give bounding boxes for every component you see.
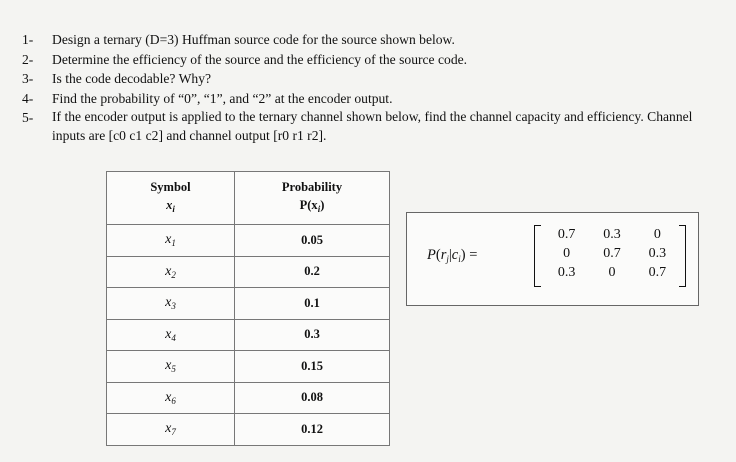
matrix-cell: 0.7 <box>603 246 621 261</box>
symbol-var: x <box>165 326 172 342</box>
symbol-cell <box>107 414 235 446</box>
question-2 <box>22 50 722 70</box>
header-probability-label: Probability <box>281 180 343 194</box>
symbol-index: 1 <box>171 238 176 249</box>
header-probability <box>235 172 390 225</box>
symbol-cell <box>107 319 235 351</box>
question-4 <box>22 89 722 109</box>
lhs-c: c <box>451 247 459 263</box>
header-probability-index: i <box>317 204 321 214</box>
matrix-row <box>544 246 680 262</box>
table-row <box>107 319 390 351</box>
lhs-r: r <box>440 247 447 263</box>
probability-cell: 0.3 <box>235 319 390 351</box>
question-list <box>22 30 722 145</box>
right-bracket <box>679 225 686 287</box>
symbol-cell <box>107 382 235 414</box>
header-symbol-var: x <box>166 198 173 212</box>
matrix-cell: 0 <box>653 227 661 242</box>
probability-cell: 0.2 <box>235 256 390 288</box>
question-text: Find the probability of “0”, “1”, and “2” at the encoder output. <box>52 90 393 106</box>
lhs-j: j <box>446 254 449 264</box>
question-number: 4- <box>22 90 34 106</box>
lhs-open: ( <box>435 247 441 263</box>
symbol-var: x <box>165 295 172 311</box>
symbol-cell <box>107 256 235 288</box>
question-number: 2- <box>22 51 34 67</box>
matrix-cell: 0 <box>563 246 571 261</box>
symbol-var: x <box>165 358 172 374</box>
question-3 <box>22 69 722 89</box>
matrix-row <box>544 265 680 281</box>
symbol-index: 5 <box>171 364 176 375</box>
symbol-cell <box>107 225 235 257</box>
symbol-index: 2 <box>171 269 176 280</box>
header-symbol-index: i <box>172 204 175 214</box>
header-symbol-label: Symbol <box>150 180 191 194</box>
table-row <box>107 288 390 320</box>
matrix-cell: 0.3 <box>648 246 667 261</box>
question-1 <box>22 30 722 50</box>
lhs-p: P <box>427 247 436 263</box>
question-text: Is the code decodable? Why? <box>52 71 212 87</box>
probability-cell: 0.1 <box>235 288 390 320</box>
symbol-var: x <box>165 389 172 405</box>
table-row <box>107 351 390 383</box>
probability-cell: 0.08 <box>235 382 390 414</box>
left-bracket <box>534 225 541 287</box>
symbol-var: x <box>165 263 172 279</box>
question-number: 1- <box>22 32 34 47</box>
channel-matrix-lhs <box>427 247 477 264</box>
matrix-cell: 0.3 <box>557 265 576 280</box>
question-number: 3- <box>22 71 34 87</box>
table-row <box>107 414 390 446</box>
question-number: 5- <box>22 110 34 126</box>
matrix-cell: 0.7 <box>557 227 576 242</box>
lhs-bar: | <box>448 247 452 263</box>
matrix-cell: 0 <box>608 265 616 280</box>
lhs-close: ) = <box>460 247 478 263</box>
source-probability-table <box>106 171 390 446</box>
symbol-cell <box>107 351 235 383</box>
question-5 <box>22 108 722 145</box>
table-row <box>107 382 390 414</box>
question-text: If the encoder output is applied to the ternary channel shown below, find the channel capacity and efficiency. Channel inputs are [c0 c1 c2] and channel output [r0 r1 r2]. <box>52 109 693 143</box>
lhs-i: i <box>458 254 461 264</box>
symbol-index: 4 <box>171 332 176 343</box>
header-symbol <box>107 172 235 225</box>
symbol-var: x <box>165 421 172 437</box>
header-probability-close: ) <box>320 198 325 212</box>
probability-cell: 0.05 <box>235 225 390 257</box>
symbol-index: 7 <box>171 427 176 438</box>
table-row <box>107 256 390 288</box>
question-text: Determine the efficiency of the source and the efficiency of the source code. <box>52 51 468 67</box>
table-header-row <box>107 172 390 225</box>
channel-matrix-box <box>406 212 699 306</box>
symbol-cell <box>107 288 235 320</box>
matrix-cell: 0.7 <box>648 265 667 280</box>
probability-cell: 0.15 <box>235 351 390 383</box>
probability-cell: 0.12 <box>235 414 390 446</box>
channel-matrix <box>534 223 686 289</box>
matrix-cell: 0.3 <box>603 227 621 242</box>
symbol-index: 3 <box>171 301 176 312</box>
matrix-row <box>544 227 680 243</box>
question-text: Design a ternary (D=3) Huffman source code for the source shown below. <box>52 32 455 47</box>
header-probability-expr: P(x <box>299 198 318 212</box>
symbol-var: x <box>165 232 172 248</box>
symbol-index: 6 <box>171 395 176 406</box>
table-row <box>107 225 390 257</box>
